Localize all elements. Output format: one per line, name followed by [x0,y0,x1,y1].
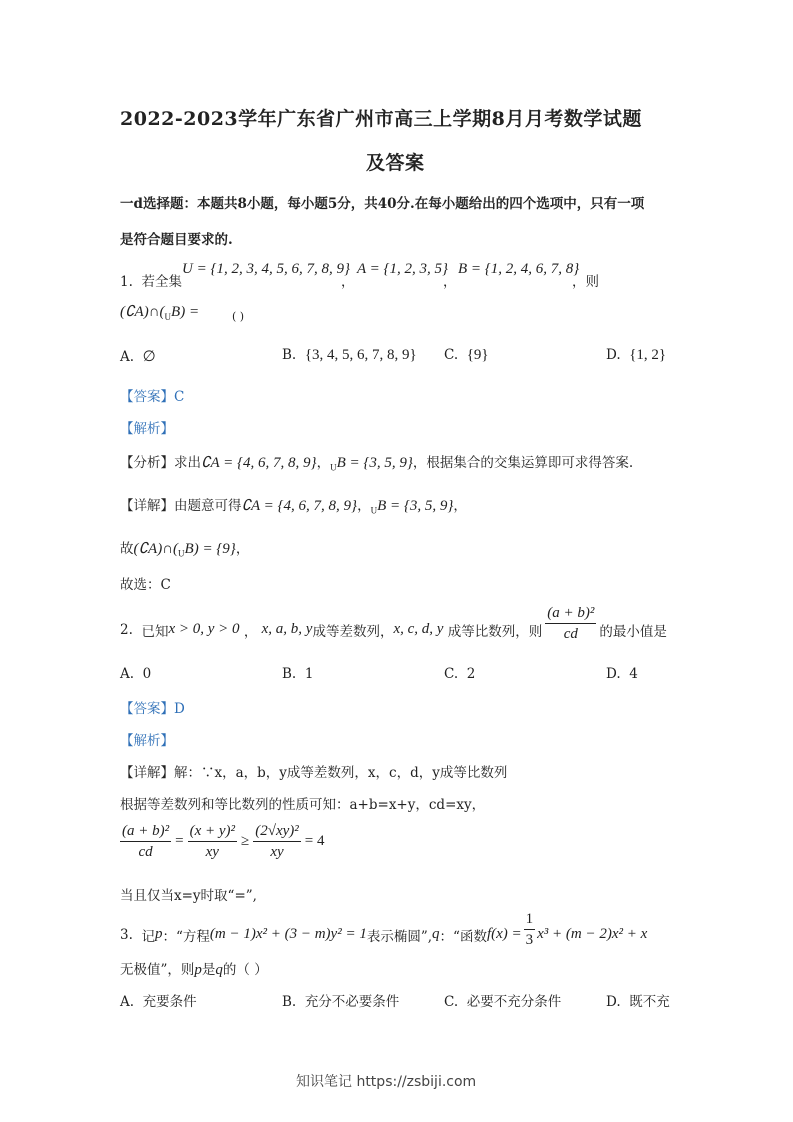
option-label: A. [120,349,135,365]
q3-option-b [282,990,399,1010]
result: = 4 [304,833,325,849]
section-header-line2: 是符合题目要求的. [120,232,233,248]
q3-num: 3. [120,926,133,943]
option-label: B. [282,994,297,1010]
option-label: D. [606,666,621,682]
q2-option-b [282,666,313,682]
q1-option-b [282,347,417,364]
q2-option-a [120,666,151,682]
q2-equality-condition: 当且仅当x=y时取“=”, [120,888,257,904]
section-header: 一d选择题：本题共8小题，每小题5分，共40分.在每小题给出的四个选项中，只有一项 [120,196,645,212]
q2-math: x, a, b, y [261,621,313,637]
xiangjie-text: 由题意可得 [174,498,242,514]
gu-text: 故 [120,541,134,557]
geq-sign: ≥ [241,833,250,849]
q2-answer: 【答案】D [120,701,185,717]
option-value: {9} [466,347,489,363]
q3-math: f(x) = [486,926,522,942]
fraction-denominator: cd [563,626,578,642]
q3-math: p [154,926,163,942]
q3-text: ：“函数 [439,928,487,945]
q3-text: 记 [141,928,155,945]
page-title: 2022-2023学年广东省广州市高三上学期8月月考数学试题 [120,108,642,130]
q1-num: 1. [120,274,133,290]
equals-sign: = [175,833,184,849]
expr-part: (∁A)∩( [120,304,165,320]
q2-text: 的最小值是 [599,623,667,640]
subscript-u: U [164,312,172,322]
q3-math: (m − 1)x² + (3 − m)y² = 1 [209,926,367,942]
q2-property-line: 根据等差数列和等比数列的性质可知：a+b=x+y，cd=xy， [120,797,486,813]
q2-math: x, c, d, y [393,621,444,637]
q1-gu: 故$(∁A)\cap(_UB) = \{9\}$， [120,541,250,559]
comma: ， [341,274,355,290]
q1-fenxi: 【分析】求出∁A = {4, 6, 7, 8, 9}，$_U$B = {3, 5, 9}，根据集合的交集运算即可求得答案. [120,455,634,473]
q2-jiexi: 【解析】 [120,733,174,749]
q3-line2 [120,958,268,979]
xiangjie-tag: 【详解】 [120,498,174,514]
q1-stem [120,270,182,290]
option-value: ∅ [142,349,156,365]
fraction-numerator: 1 [524,910,536,930]
option-label: C. [444,666,459,682]
option-value: 必要不充分条件 [466,994,562,1010]
xiangjie-math: ∁A = {4, 6, 7, 8, 9} [241,498,358,514]
option-label: B. [282,666,297,682]
q1-set-b: B = {1, 2, 4, 6, 7, 8} [458,261,580,277]
q3-option-c [444,990,561,1010]
q1-jiexi: 【解析】 [120,421,174,437]
q3-fraction [524,910,536,949]
derivation-fraction [120,822,171,861]
option-label: C. [444,994,459,1010]
q1-text: 若全集 [141,274,182,290]
q2-num: 2. [120,621,133,638]
option-value: {3, 4, 5, 6, 7, 8, 9} [304,347,417,363]
option-label: D. [606,347,621,363]
option-value: {1, 2} [629,347,667,363]
footer-watermark: 知识笔记 https://zsbiji.com [296,1074,477,1090]
q1-answer: 【答案】C [120,389,185,405]
q2-option-c [444,666,475,682]
option-value: 充要条件 [142,994,197,1010]
fraction-numerator: (a + b)² [120,822,171,842]
fenxi-text: ，根据集合的交集运算即可求得答案. [412,455,634,471]
fenxi-tag: 【分析】 [120,455,174,471]
q3-stem [120,911,648,949]
q2-fraction [545,604,596,643]
derivation-fraction [253,822,301,861]
fenxi-math: ∁A = {4, 6, 7, 8, 9} [201,455,317,471]
derivation-fraction [188,822,237,861]
fenxi-text: 求出 [174,455,201,471]
q1-option-d [606,347,666,364]
q2-derivation [120,822,325,861]
fraction-denominator: cd [138,844,153,860]
option-value: 充分不必要条件 [304,994,400,1010]
q3-math: q [432,926,440,942]
q1-xiangjie: 【详解】由题意可得∁A = {4, 6, 7, 8, 9}，$_U$B = {3, 5, 9}， [120,498,467,516]
q2-text: 已知 [141,623,169,640]
q3-math: q [215,962,223,978]
option-label: B. [282,347,297,363]
q2-stem: 2. 已知 x > 0, y > 0 ， x, a, b, y 成等差数列， x, c, d, y 成等比数列，则 $\frac{\text{(a + b)²}}{cd}$ 的最小值是 [120,605,667,642]
q1-set-a: A = {1, 2, 3, 5} [357,261,449,277]
option-value: 既不充 [629,994,670,1010]
fraction-numerator: (a + b)² [545,604,596,624]
expr-part: B) = [171,304,200,320]
q1-expression [120,302,199,322]
fraction-denominator: xy [205,844,219,860]
fraction-denominator: xy [270,844,284,860]
option-value: 1 [304,666,314,682]
q2-text: 成等差数列， [312,623,394,640]
q1-set-u: U = {1, 2, 3, 4, 5, 6, 7, 8, 9} [182,261,350,277]
option-label: C. [444,347,459,363]
q1-guxuan: 故选：C [120,577,171,593]
fraction-denominator: 3 [525,932,534,948]
q1-option-c [444,347,489,364]
option-value: 4 [629,666,638,682]
q3-text: 无极值”，则 [120,962,195,978]
q1-option-a [120,347,156,366]
xiangjie-math: B = {3, 5, 9} [377,498,454,514]
comma: ， [443,274,457,290]
option-label: A. [120,666,135,682]
q3-text: 的（ ） [222,962,268,978]
page-title-line2: 及答案 [366,152,425,174]
q3-text: 表示椭圆”, [366,928,433,945]
q3-text: ：“方程 [162,928,210,945]
q1-paren: ( ) [232,310,245,323]
q3-math: x³ + (m − 2)x² + x [537,926,648,942]
fenxi-math: B = {3, 5, 9} [336,455,413,471]
q1-ze: ，则 [572,274,599,290]
fraction-numerator: (2√xy)² [253,822,301,842]
fraction-numerator: (x + y)² [188,822,237,842]
option-value: 0 [142,666,152,682]
q2-math: x > 0, y > 0 [168,621,240,637]
option-label: D. [606,994,621,1010]
option-label: A. [120,994,135,1010]
gu-math: B) = {9} [184,541,236,557]
option-value: 2 [466,666,476,682]
gu-math: (∁A)∩( [133,541,179,557]
q3-math: p [194,962,202,978]
q3-text: 是 [201,962,216,978]
q2-xiangjie: 【详解】解：∵x，a，b，y成等差数列，x，c，d，y成等比数列 [120,765,508,781]
q2-option-d [606,666,638,682]
q3-option-a [120,990,197,1010]
q3-option-d [606,990,670,1010]
q2-text: 成等比数列，则 [447,623,543,640]
